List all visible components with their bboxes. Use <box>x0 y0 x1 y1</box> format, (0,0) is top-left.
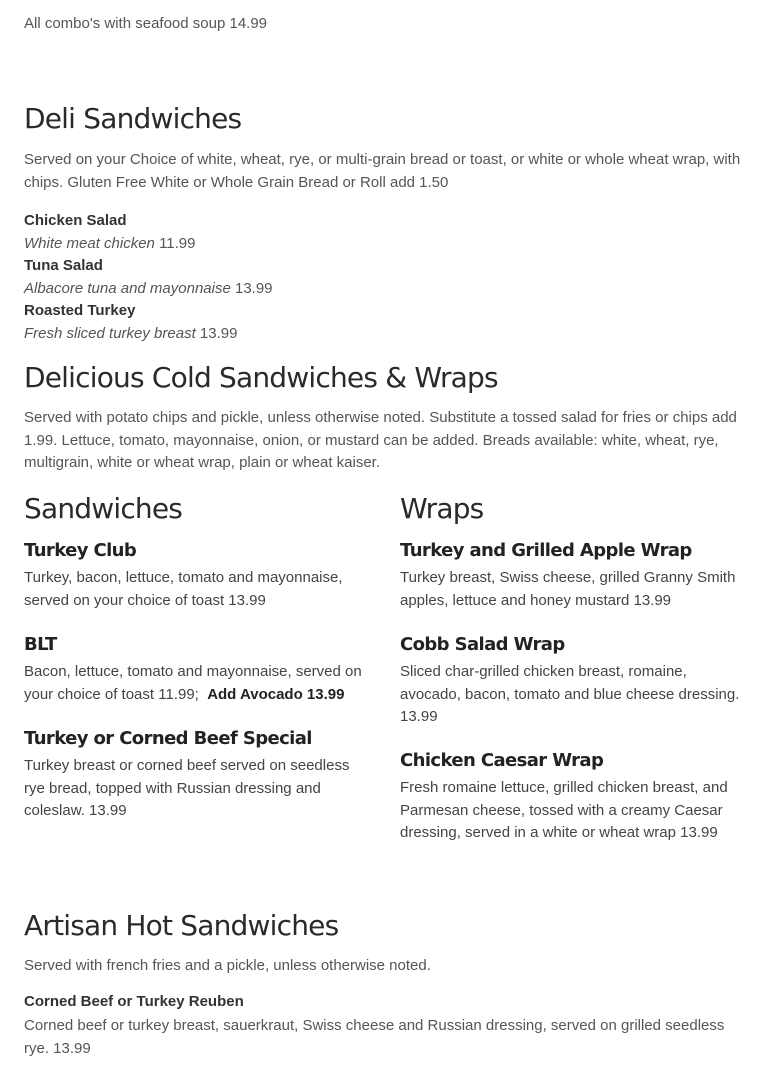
combo-note: All combo's with seafood soup 14.99 <box>24 15 268 32</box>
deli-item-desc: White meat chicken <box>24 234 155 252</box>
menu-item-desc-wrap <box>24 661 374 706</box>
menu-item-addon: Add Avocado 13.99 <box>207 685 345 703</box>
deli-heading: Deli Sandwiches <box>24 102 242 135</box>
deli-items <box>24 210 273 345</box>
cold-intro: Served with potato chips and pickle, unless otherwise noted. Substitute a tossed salad for fries or chips add 1.99. Lettuce, tomato, mayonnaise, onion, or mustard can be added. Breads available: white, wheat, rye, multigrain, white or wheat wrap, plain or wheat kaiser. <box>24 409 737 471</box>
menu-item-desc: Bacon, lettuce, tomato and mayonnaise, served on your choice of toast 11.99; <box>24 663 362 703</box>
deli-item-line <box>24 323 273 346</box>
menu-item <box>24 540 374 612</box>
sandwiches-heading: Sandwiches <box>24 492 183 525</box>
menu-item-desc: Fresh romaine lettuce, grilled chicken breast, and Parmesan cheese, tossed with a creamy Caesar dressing, served in a white or wheat wrap 13.99 <box>400 779 728 841</box>
hot-item-name: Corned Beef or Turkey Reuben <box>24 993 244 1010</box>
deli-item-name: Chicken Salad <box>24 212 127 229</box>
deli-item-line <box>24 233 273 256</box>
menu-item-title: Turkey or Corned Beef Special <box>24 728 312 749</box>
hot-heading: Artisan Hot Sandwiches <box>24 909 339 942</box>
deli-intro: Served on your Choice of white, wheat, rye, or multi-grain bread or toast, or white or whole wheat wrap, with chips. Gluten Free White or Whole Grain Bread or Roll add 1.50 <box>24 151 741 191</box>
menu-item <box>24 634 374 706</box>
deli-item-name: Tuna Salad <box>24 257 103 274</box>
hot-intro: Served with french fries and a pickle, unless otherwise noted. <box>24 957 431 974</box>
menu-item-title: Turkey Club <box>24 540 137 561</box>
menu-item-desc: Turkey breast or corned beef served on seedless rye bread, topped with Russian dressing and coleslaw. 13.99 <box>24 757 350 819</box>
menu-item <box>24 728 374 823</box>
menu-item <box>400 540 750 612</box>
wraps-heading: Wraps <box>400 492 484 525</box>
menu-item <box>400 750 750 845</box>
hot-item-desc: Corned beef or turkey breast, sauerkraut, Swiss cheese and Russian dressing, served on grilled seedless rye. 13.99 <box>24 1017 725 1057</box>
menu-item-desc: Turkey breast, Swiss cheese, grilled Granny Smith apples, lettuce and honey mustard 13.99 <box>400 569 736 609</box>
menu-item-desc: Sliced char-grilled chicken breast, romaine, avocado, bacon, tomato and blue cheese dressing. 13.99 <box>400 663 740 725</box>
deli-item-name: Roasted Turkey <box>24 302 136 319</box>
deli-item-line <box>24 278 273 301</box>
deli-item-price: 13.99 <box>199 324 238 342</box>
menu-item-title: Turkey and Grilled Apple Wrap <box>400 540 692 561</box>
deli-item-desc: Albacore tuna and mayonnaise <box>24 279 231 297</box>
cold-heading: Delicious Cold Sandwiches & Wraps <box>24 361 498 394</box>
deli-item-price: 13.99 <box>234 279 273 297</box>
menu-item-desc: Turkey, bacon, lettuce, tomato and mayonnaise, served on your choice of toast 13.99 <box>24 569 343 609</box>
menu-item <box>400 634 750 729</box>
menu-item-title: Cobb Salad Wrap <box>400 634 565 655</box>
deli-item-desc: Fresh sliced turkey breast <box>24 324 196 342</box>
menu-item-title: Chicken Caesar Wrap <box>400 750 604 771</box>
deli-item-price: 11.99 <box>159 234 196 252</box>
menu-item-title: BLT <box>24 634 57 655</box>
